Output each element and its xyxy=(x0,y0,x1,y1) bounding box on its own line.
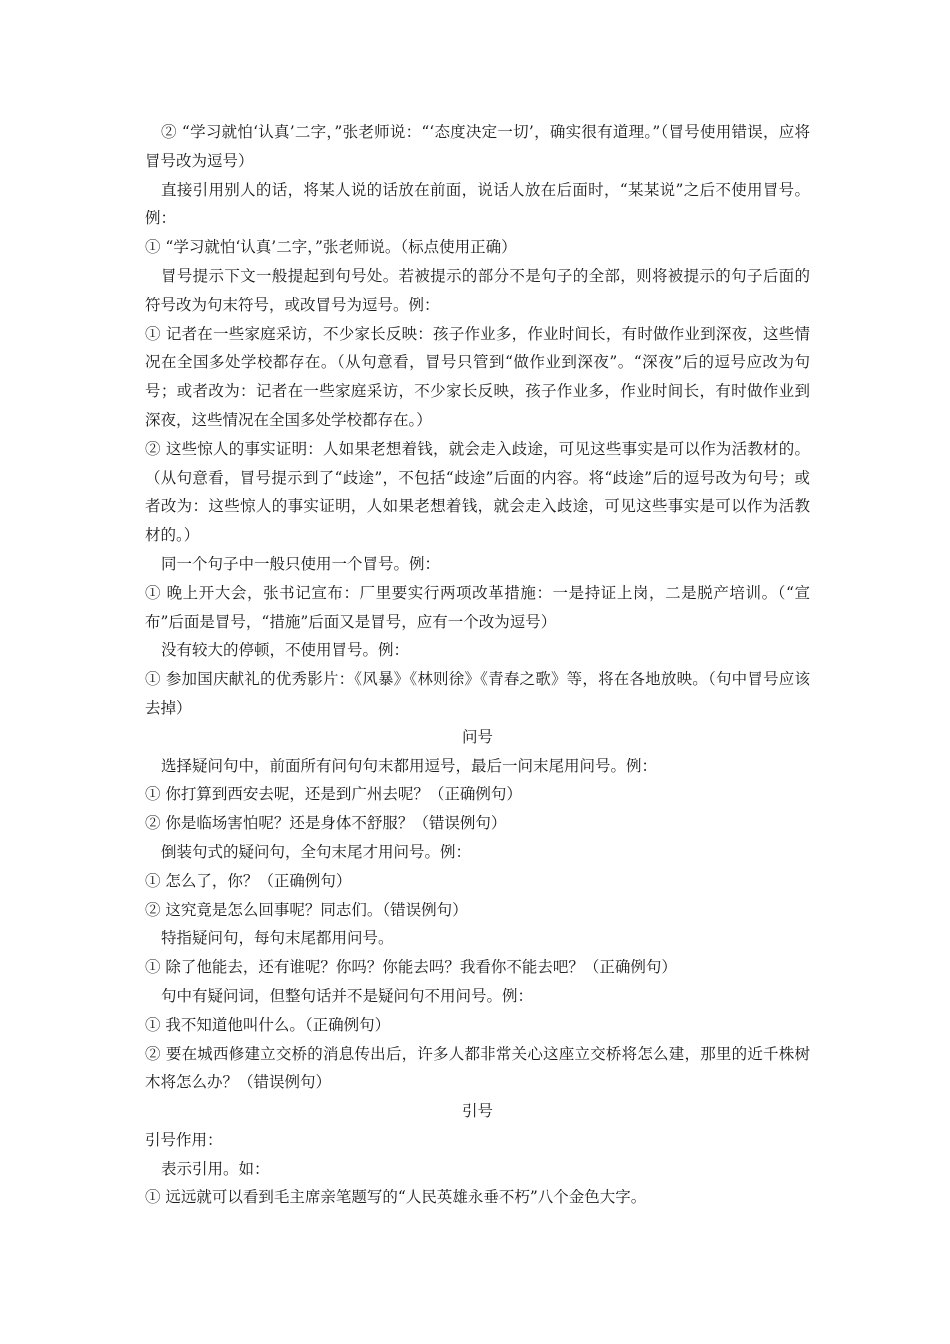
paragraph-example: ② 要在城西修建立交桥的消息传出后，许多人都非常关心这座立交桥将怎么建，那里的近千株树木将怎么办？（错误例句） xyxy=(145,1044,810,1092)
paragraph-rule-colon-scope: 冒号提示下文一般提起到句号处。若被提示的部分不是句子的全部，则将被提示的句子后面的符号改为句末符号，或改冒号为逗号。例： xyxy=(145,266,810,314)
paragraph-example: ② 你是临场害怕呢？还是身体不舒服？（错误例句） xyxy=(145,814,507,833)
paragraph-example: ① “学习就怕‘认真’二字，”张老师说。（标点使用正确） xyxy=(145,238,517,257)
paragraph-example: ① 你打算到西安去呢，还是到广州去呢？（正确例句） xyxy=(145,785,522,804)
paragraph-rule-no-pause: 没有较大的停顿，不使用冒号。例： xyxy=(161,641,410,660)
section-heading-quotation-mark: 引号 xyxy=(461,1102,493,1121)
paragraph-example: ① 记者在一些家庭采访，不少家长反映：孩子作业多，作业时间长，有时做作业到深夜，这些情况在全国多处学校都存在。（从句意看，冒号只管到“做作业到深夜”。“深夜”后的逗号应改为句号；或者改为：记者在一些家庭采访，不少家长反映，孩子作业多，作业时间长，有时做作业到深夜，这些情况在全国多处学校都存在。） xyxy=(145,324,810,429)
paragraph-example: ② 这究竟是怎么回事呢？同志们。（错误例句） xyxy=(145,900,468,919)
paragraph-example: ① 参加国庆献礼的优秀影片：《风暴》《林则徐》《青春之歌》等，将在各地放映。（句中冒号应该去掉） xyxy=(145,670,810,717)
paragraph-rule-choice-question: 选择疑问句中，前面所有问句句末都用逗号，最后一问末尾用问号。例： xyxy=(161,756,658,775)
paragraph-example: ① 我不知道他叫什么。（正确例句） xyxy=(145,1015,391,1034)
paragraph-rule-specific-question: 特指疑问句，每句末尾都用问号。 xyxy=(161,929,394,948)
paragraph-example: ① 除了他能去，还有谁呢？你吗？你能去吗？我看你不能去吧？（正确例句） xyxy=(145,958,677,977)
paragraph-rule-non-question: 句中有疑问词，但整句话并不是疑问句不用问号。例： xyxy=(161,986,534,1005)
paragraph-colon-error-example: ② “学习就怕‘认真’二字，”张老师说：“‘态度决定一切’，确实很有道理。”（冒号使用错误，应将冒号改为逗号） xyxy=(145,123,810,170)
paragraph-example: ① 怎么了，你？（正确例句） xyxy=(145,871,352,890)
paragraph-rule-quotation: 表示引用。如： xyxy=(161,1159,270,1178)
paragraph-rule-inverted-question: 倒装句式的疑问句，全句末尾才用问号。例： xyxy=(161,842,472,861)
section-heading-question-mark: 问号 xyxy=(461,727,493,746)
paragraph-example: ① 远远就可以看到毛主席亲笔题写的“人民英雄永垂不朽”八个金色大字。 xyxy=(145,1188,647,1207)
paragraph-quote-functions: 引号作用： xyxy=(145,1130,223,1149)
paragraph-rule-single-colon: 同一个句子中一般只使用一个冒号。例： xyxy=(161,554,441,573)
document-page xyxy=(145,118,810,1212)
paragraph-rule-direct-quote: 直接引用别人的话，将某人说的话放在前面，说话人放在后面时，“某某说”之后不使用冒号。例： xyxy=(145,180,810,228)
paragraph-example: ① 晚上开大会，张书记宣布：厂里要实行两项改革措施：一是持证上岗，二是脱产培训。（“宣布”后面是冒号，“措施”后面又是冒号，应有一个改为逗号） xyxy=(145,583,810,631)
paragraph-example: ② 这些惊人的事实证明：人如果老想着钱，就会走入歧途，可见这些事实是可以作为活教材的。（从句意看，冒号提示到了“歧途”，不包括“歧途”后面的内容。将“歧途”后的逗号改为句号；或者改为：这些惊人的事实证明，人如果老想着钱，就会走入歧途，可见这些事实是可以作为活教材的。） xyxy=(145,439,810,545)
